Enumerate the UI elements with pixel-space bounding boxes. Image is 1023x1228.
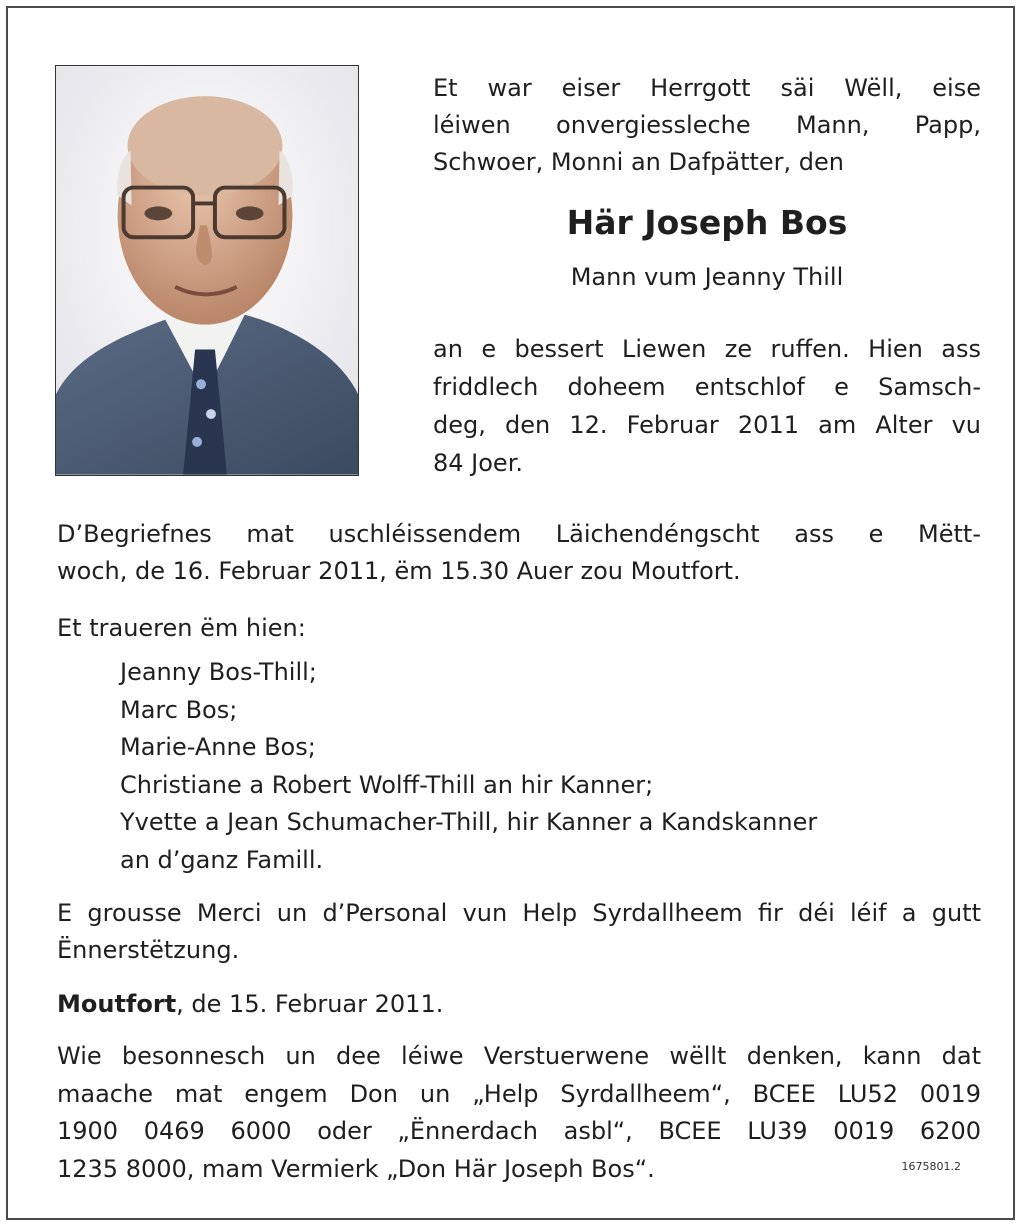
donation-text [57, 1038, 981, 1188]
intro-line: Et war eiser Herrgott säi Wëll, eise [433, 74, 981, 102]
death-notice-line: friddlech doheem entschlof e Samsch- [433, 373, 981, 401]
deceased-spouse: Mann vum Jeanny Thill [570, 263, 844, 291]
thanks-line: Ënnerstëtzung. [57, 936, 240, 964]
donation-line: Wie besonnesch un dee léiwe Verstuerwene wëllt denken, kann dat [57, 1042, 981, 1070]
place-name: Moutfort [57, 990, 177, 1018]
death-notice [433, 330, 981, 482]
mourner-item: Christiane a Robert Wolff-Thill an hir Kanner; [120, 770, 654, 799]
death-notice-line: deg, den 12. Februar 2011 am Alter vu [433, 411, 981, 439]
notice-date: , de 15. Februar 2011. [176, 990, 444, 1018]
funeral-line: D’Begriefnes mat uschléissendem Läichendéngscht ass e Mëtt- [57, 520, 981, 548]
place-date [57, 986, 443, 1023]
death-notice-line: 84 Joer. [433, 449, 523, 477]
mourner-item: an d’ganz Famill. [120, 845, 324, 874]
mourner-item: Jeanny Bos-Thill; [120, 658, 317, 686]
donation-line: 1235 8000, mam Vermierk „Don Här Joseph Bos“. [57, 1154, 655, 1183]
funeral-notice [57, 516, 981, 590]
obituary-frame [6, 6, 1015, 1220]
mourner-item: Marc Bos; [120, 695, 238, 724]
donation-line: maache mat engem Don un „Help Syrdallheem“, BCEE LU52 0019 [57, 1079, 981, 1108]
funeral-line: woch, de 16. Februar 2011, ëm 15.30 Auer zou Moutfort. [57, 557, 741, 585]
intro-line: Schwoer, Monni an Dafpätter, den [433, 148, 844, 176]
mourners-list [120, 654, 980, 879]
thanks-line: E grousse Merci un d’Personal vun Help Syrdallheem fir déi léif a gutt [57, 899, 981, 927]
deceased-name: Här Joseph Bos [566, 203, 848, 242]
mourners-title: Et traueren ëm hien: [57, 614, 306, 642]
portrait-photo-icon [56, 66, 358, 475]
intro-line: léiwen onvergiessleche Mann, Papp, [433, 111, 981, 139]
donation-line: 1900 0469 6000 oder „Ënnerdach asbl“, BCEE LU39 0019 6200 [57, 1117, 981, 1145]
portrait-photo [55, 65, 359, 476]
intro-text [433, 70, 981, 181]
reference-number: 1675801.2 [901, 1160, 961, 1173]
mourner-item: Yvette a Jean Schumacher-Thill, hir Kanner a Kandskanner [120, 808, 818, 836]
death-notice-line: an e bessert Liewen ze ruffen. Hien ass [433, 335, 981, 363]
mourner-item: Marie-Anne Bos; [120, 733, 316, 761]
thanks-text [57, 895, 981, 969]
